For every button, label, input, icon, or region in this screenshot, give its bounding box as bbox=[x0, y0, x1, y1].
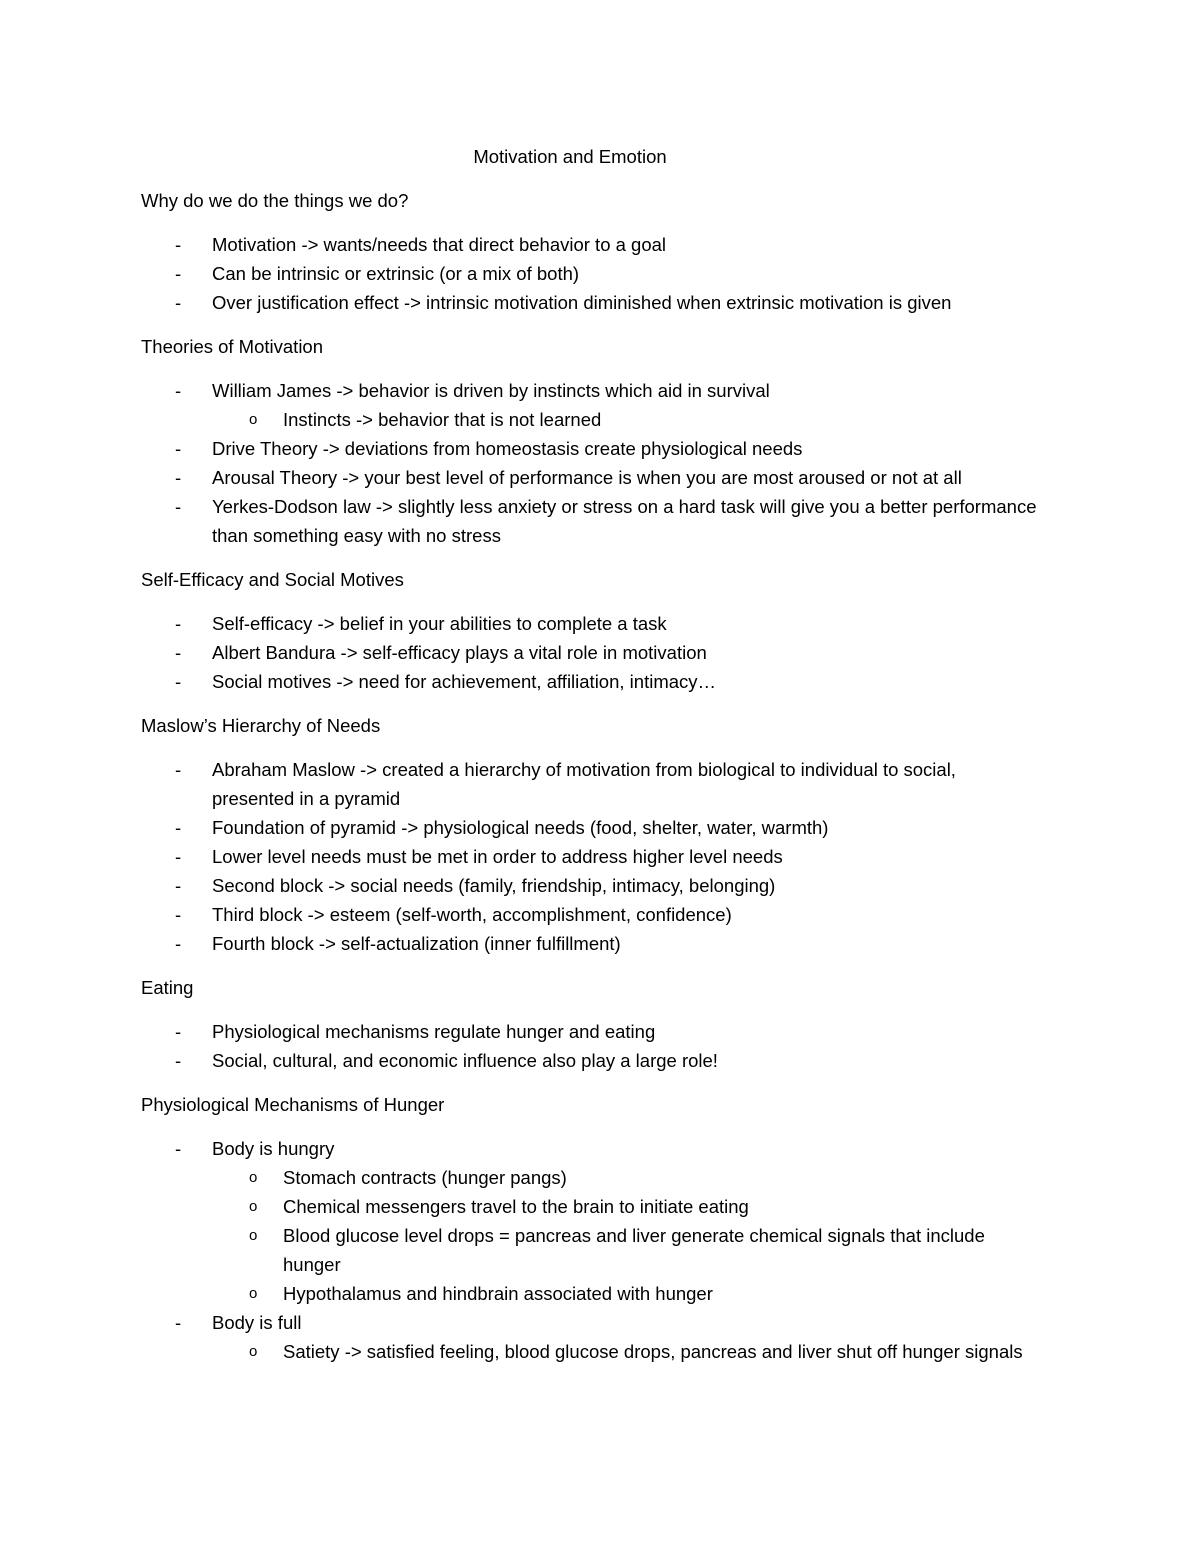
list-item-text: Over justification effect -> intrinsic motivation diminished when extrinsic motivation is given bbox=[212, 292, 952, 313]
list-item bbox=[141, 813, 1041, 842]
list-item-text: Drive Theory -> deviations from homeostasis create physiological needs bbox=[212, 438, 803, 459]
bullet-list bbox=[141, 609, 1041, 696]
list-item bbox=[141, 492, 1041, 550]
dash-bullet: - bbox=[175, 759, 182, 780]
list-item-text: Body is full bbox=[212, 1312, 302, 1333]
sub-list-item-text: Stomach contracts (hunger pangs) bbox=[283, 1167, 567, 1188]
list-item-text: Abraham Maslow -> created a hierarchy of motivation from biological to individual to social, presented in a pyramid bbox=[212, 759, 956, 809]
list-item bbox=[141, 230, 1041, 259]
list-item bbox=[141, 259, 1041, 288]
sub-list-item bbox=[141, 1192, 1041, 1221]
list-item bbox=[141, 609, 1041, 638]
dash-bullet: - bbox=[175, 234, 182, 255]
dash-bullet: - bbox=[175, 1312, 182, 1333]
dash-bullet: - bbox=[175, 817, 182, 838]
sub-list-item-text: Instincts -> behavior that is not learned bbox=[283, 409, 602, 430]
sub-list-item-text: Blood glucose level drops = pancreas and liver generate chemical signals that include hunger bbox=[283, 1225, 985, 1275]
circle-bullet: o bbox=[249, 1285, 258, 1302]
list-item-text: Foundation of pyramid -> physiological needs (food, shelter, water, warmth) bbox=[212, 817, 829, 838]
list-item-text: Body is hungry bbox=[212, 1138, 335, 1159]
sub-list-item bbox=[141, 405, 1041, 434]
dash-bullet: - bbox=[175, 875, 182, 896]
sub-list-item-text: Satiety -> satisfied feeling, blood glucose drops, pancreas and liver shut off hunger signals bbox=[283, 1341, 1023, 1362]
list-item-text: Second block -> social needs (family, friendship, intimacy, belonging) bbox=[212, 875, 776, 896]
dash-bullet: - bbox=[175, 263, 182, 284]
sub-list-item bbox=[141, 1279, 1041, 1308]
list-item-text: Self-efficacy -> belief in your abilities to complete a task bbox=[212, 613, 667, 634]
bullet-list bbox=[141, 376, 1041, 550]
circle-bullet: o bbox=[249, 1169, 258, 1186]
list-item bbox=[141, 667, 1041, 696]
dash-bullet: - bbox=[175, 292, 182, 313]
section-heading: Eating bbox=[141, 977, 194, 998]
list-item bbox=[141, 842, 1041, 871]
circle-bullet: o bbox=[249, 1343, 258, 1360]
dash-bullet: - bbox=[175, 846, 182, 867]
bullet-list bbox=[141, 1134, 1041, 1366]
dash-bullet: - bbox=[175, 671, 182, 692]
sub-list-item-text: Chemical messengers travel to the brain to initiate eating bbox=[283, 1196, 749, 1217]
dash-bullet: - bbox=[175, 904, 182, 925]
dash-bullet: - bbox=[175, 438, 182, 459]
section-heading: Maslow’s Hierarchy of Needs bbox=[141, 715, 381, 736]
sub-bullet-list bbox=[212, 405, 1041, 434]
dash-bullet: - bbox=[175, 1050, 182, 1071]
list-item-text: Social, cultural, and economic influence also play a large role! bbox=[212, 1050, 718, 1071]
list-item bbox=[141, 434, 1041, 463]
dash-bullet: - bbox=[175, 1021, 182, 1042]
list-item bbox=[141, 1134, 1041, 1308]
list-item bbox=[141, 871, 1041, 900]
list-item-text: Can be intrinsic or extrinsic (or a mix of both) bbox=[212, 263, 580, 284]
list-item bbox=[141, 1308, 1041, 1366]
bullet-list bbox=[141, 230, 1041, 317]
list-item bbox=[141, 900, 1041, 929]
list-item bbox=[141, 638, 1041, 667]
document-body bbox=[141, 142, 1041, 1381]
section-heading: Theories of Motivation bbox=[141, 336, 324, 357]
bullet-list bbox=[141, 1017, 1041, 1075]
list-item-text: Albert Bandura -> self-efficacy plays a vital role in motivation bbox=[212, 642, 707, 663]
dash-bullet: - bbox=[175, 496, 182, 517]
section-heading: Physiological Mechanisms of Hunger bbox=[141, 1094, 445, 1115]
list-item-text: William James -> behavior is driven by instincts which aid in survival bbox=[212, 380, 770, 401]
list-item-text: Yerkes-Dodson law -> slightly less anxiety or stress on a hard task will give you a better performance than something easy with no stress bbox=[212, 496, 1037, 546]
sub-list-item bbox=[141, 1163, 1041, 1192]
list-item-text: Social motives -> need for achievement, affiliation, intimacy… bbox=[212, 671, 717, 692]
sub-list-item bbox=[141, 1221, 1041, 1279]
list-item-text: Motivation -> wants/needs that direct behavior to a goal bbox=[212, 234, 667, 255]
document-title: Motivation and Emotion bbox=[473, 146, 667, 167]
dash-bullet: - bbox=[175, 467, 182, 488]
list-item bbox=[141, 288, 1041, 317]
list-item bbox=[141, 463, 1041, 492]
dash-bullet: - bbox=[175, 380, 182, 401]
list-item-text: Lower level needs must be met in order to address higher level needs bbox=[212, 846, 783, 867]
sub-list-item bbox=[141, 1337, 1041, 1366]
section-heading: Why do we do the things we do? bbox=[141, 190, 409, 211]
list-item bbox=[141, 1046, 1041, 1075]
dash-bullet: - bbox=[175, 1138, 182, 1159]
dash-bullet: - bbox=[175, 642, 182, 663]
sub-list-item-text: Hypothalamus and hindbrain associated with hunger bbox=[283, 1283, 713, 1304]
list-item bbox=[141, 1017, 1041, 1046]
list-item-text: Arousal Theory -> your best level of performance is when you are most aroused or not at all bbox=[212, 467, 962, 488]
dash-bullet: - bbox=[175, 933, 182, 954]
sub-bullet-list bbox=[212, 1337, 1041, 1366]
circle-bullet: o bbox=[249, 1227, 258, 1244]
sections-container bbox=[141, 186, 1041, 1366]
list-item bbox=[141, 376, 1041, 434]
sub-bullet-list bbox=[212, 1163, 1041, 1308]
section-heading: Self-Efficacy and Social Motives bbox=[141, 569, 404, 590]
circle-bullet: o bbox=[249, 1198, 258, 1215]
list-item-text: Physiological mechanisms regulate hunger and eating bbox=[212, 1021, 656, 1042]
circle-bullet: o bbox=[249, 411, 258, 428]
list-item-text: Third block -> esteem (self-worth, accomplishment, confidence) bbox=[212, 904, 732, 925]
dash-bullet: - bbox=[175, 613, 182, 634]
bullet-list bbox=[141, 755, 1041, 958]
list-item bbox=[141, 755, 1041, 813]
list-item bbox=[141, 929, 1041, 958]
list-item-text: Fourth block -> self-actualization (inner fulfillment) bbox=[212, 933, 621, 954]
